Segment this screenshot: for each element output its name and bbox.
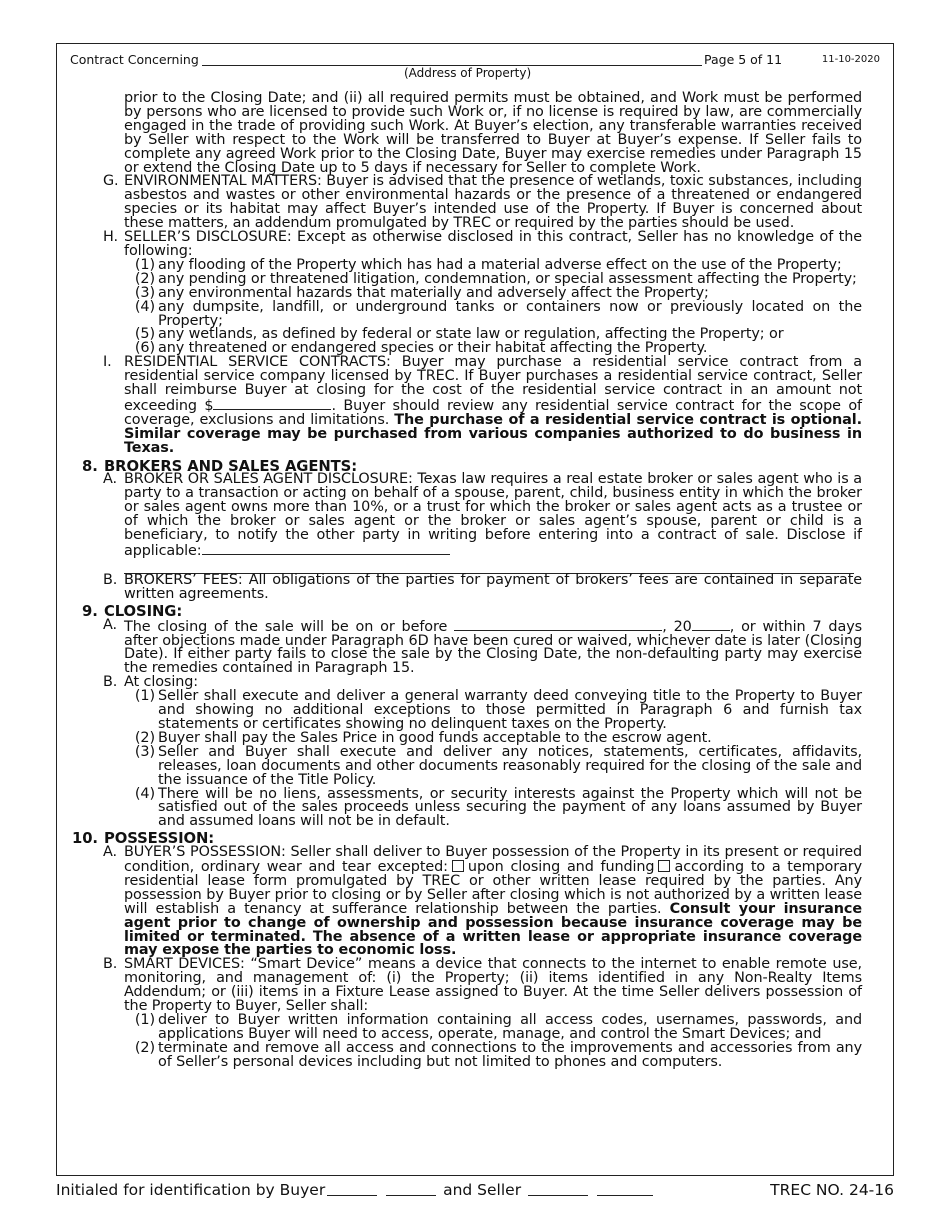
list-item: (6) any threatened or endangered species or their habitat affecting the Property. [134,340,708,357]
list-item: (1) deliver to Buyer written information containing all access codes, usernames, passwords, and applications Buyer will need to access, operate, manage, and control the Smart Devices; and [134,1012,862,1042]
list-item: (1) any flooding of the Property which has had a material adverse effect on the use of the Property; [134,256,842,273]
initialed-buyer-label: Initialed for identification by Buyer [56,1181,326,1199]
page-header [70,52,880,82]
seller-initial-1[interactable] [528,1181,588,1196]
closing-date-field[interactable] [454,619,662,631]
list-item: (1) Seller shall execute and deliver a general warranty deed conveying title to the Property to Buyer and showing no additional exceptions to those permitted in Paragraph 6 and furnish tax statements or certificates showing no delinquent taxes on the Property. [134,688,862,732]
address-caption: (Address of Property) [404,66,532,80]
list-item: (3) any environmental hazards that materially and adversely affect the Property; [134,284,709,301]
buyer-initial-2[interactable] [386,1181,436,1196]
temporary-lease-checkbox[interactable] [658,860,670,872]
contract-body [72,92,862,1070]
paragraph-h: H. SELLER’S DISCLOSURE: Except as otherwise disclosed in this contract, Seller has no knowledge of the following: [103,229,862,259]
section-9-heading: 9. CLOSING: [82,602,183,620]
list-item: (2) Buyer shall pay the Sales Price in good funds acceptable to the escrow agent. [134,729,712,746]
list-item: (5) any wetlands, as defined by federal or state law or regulation, affecting the Property; or [134,326,784,343]
trec-form-number: TREC NO. 24-16 [770,1181,894,1199]
list-item: (4) any dumpsite, landfill, or underground tanks or containers now or previously located on the Property; [134,298,862,329]
and-seller-label: and Seller [443,1181,522,1199]
seller-initial-2[interactable] [597,1181,653,1196]
paragraph-i: I. RESIDENTIAL SERVICE CONTRACTS: Buyer may purchase a residential service contract from a residential service company licensed by TREC. If Buyer purchases a residential service contract, Seller shall reimburse Buyer at closing for the cost of the residential service contract in an amount not exceeding $ . Buyer should review any residential service contract for the scope of coverage, exclusions and limitations. The purchase of a residential service contract is optional. Similar coverage may be purchased from various companies authorized to do business in Texas. [103,354,862,456]
page-number: Page 5 of 11 [704,52,783,67]
paragraph-9b: B. At closing: [103,674,199,691]
list-item: (2) any pending or threatened litigation, condemnation, or special assessment affecting the Property; [134,270,857,287]
closing-year-field[interactable] [692,619,730,631]
contract-concerning-label: Contract Concerning [70,52,199,67]
page-footer [56,1181,894,1199]
paragraph-g: G. ENVIRONMENTAL MATTERS: Buyer is advised that the presence of wetlands, toxic substances, including asbestos and wastes or other environmental hazards or the presence of a threatened or endangered species or its habitat may affect Buyer’s intended use of the Property. If Buyer is concerned about these matters, an addendum promulgated by TREC or required by the parties should be used. [103,173,862,232]
section-10-heading: 10. POSSESSION: [72,830,215,848]
form-date: 11-10-2020 [821,54,880,65]
list-item: (3) Seller and Buyer shall execute and deliver any notices, statements, certificates, affidavits, releases, loan documents and other documents reasonably required for the closing of the sale and the issuance of the Title Policy. [134,743,862,788]
disclosure-field[interactable] [202,543,450,555]
list-item: (2) terminate and remove all access and connections to the improvements and accessories from any of Seller’s personal devices including but not limited to phones and computers. [134,1039,862,1070]
paragraph-9a: A. The closing of the sale will be on or before , 20 , or within 7 days after objections made under Paragraph 6D have been cured or waived, whichever date is later (Closing Date). If either party fails to close the sale by the Closing Date, the non-defaulting party may exercise the remedies contained in Paragraph 15. [103,616,863,677]
upon-closing-checkbox[interactable] [452,860,464,872]
paragraph-10a: A. BUYER’S POSSESSION: Seller shall deliver to Buyer possession of the Property in its present or required condition, ordinary wear and tear excepted: upon closing and funding according to a temporary residential lease form promulgated by TREC or other written lease required by the parties. Any possession by Buyer prior to closing or by Seller after closing which is not authorized by a written lease will establish a tenancy at sufferance relationship between the parties. Consult your insurance agent prior to change of ownership and possession because insurance coverage may be limited or terminated. The absence of a written lease or appropriate insurance coverage may expose the parties to economic loss. [103,844,863,959]
service-contract-amount-field[interactable] [213,398,331,410]
paragraph-8a: A. BROKER OR SALES AGENT DISCLOSURE: Texas law requires a real estate broker or sales agent who is a party to a transaction or acting on behalf of a spouse, parent, child, business entity in which the broker or sales agent owns more than 10%, or a trust for which the broker or sales agent acts as a trustee or of which the broker or sales agent or the broker or sales agent’s spouse, parent or child is a beneficiary, to notify the other party in writing before entering into a contract of sale. Disclose if applicable: [103,471,862,559]
paragraph-f-continued: prior to the Closing Date; and (ii) all required permits must be obtained, and Work must be performed by persons who are licensed to provide such Work or, if no license is required by law, are commercially engaged in the trade of providing such Work. At Buyer’s election, any transferable warranties received by Seller with respect to the Work will be transferred to Buyer at Buyer’s expense. If Seller fails to complete any agreed Work prior to the Closing Date, Buyer may exercise remedies under Paragraph 15 or extend the Closing Date up to 5 days if necessary for Seller to complete Work. [124,90,862,176]
section-8-heading: 8. BROKERS AND SALES AGENTS: [82,457,358,475]
paragraph-10b: B. SMART DEVICES: “Smart Device” means a device that connects to the internet to enable remote use, monitoring, and management of: (i) the Property; (ii) items identified in any Non-Realty Items Addendum; or (iii) items in a Fixture Lease assigned to Buyer. At the time Seller delivers possession of the Property to Buyer, Seller shall: [103,956,862,1015]
paragraph-8b: B. BROKERS’ FEES: All obligations of the parties for payment of brokers’ fees are contained in separate written agreements. [103,571,862,602]
list-item: (4) There will be no liens, assessments, or security interests against the Property which will not be satisfied out of the sales proceeds unless securing the payment of any loans assumed by Buyer and assumed loans will not be in default. [134,785,862,830]
buyer-initial-1[interactable] [327,1181,377,1196]
